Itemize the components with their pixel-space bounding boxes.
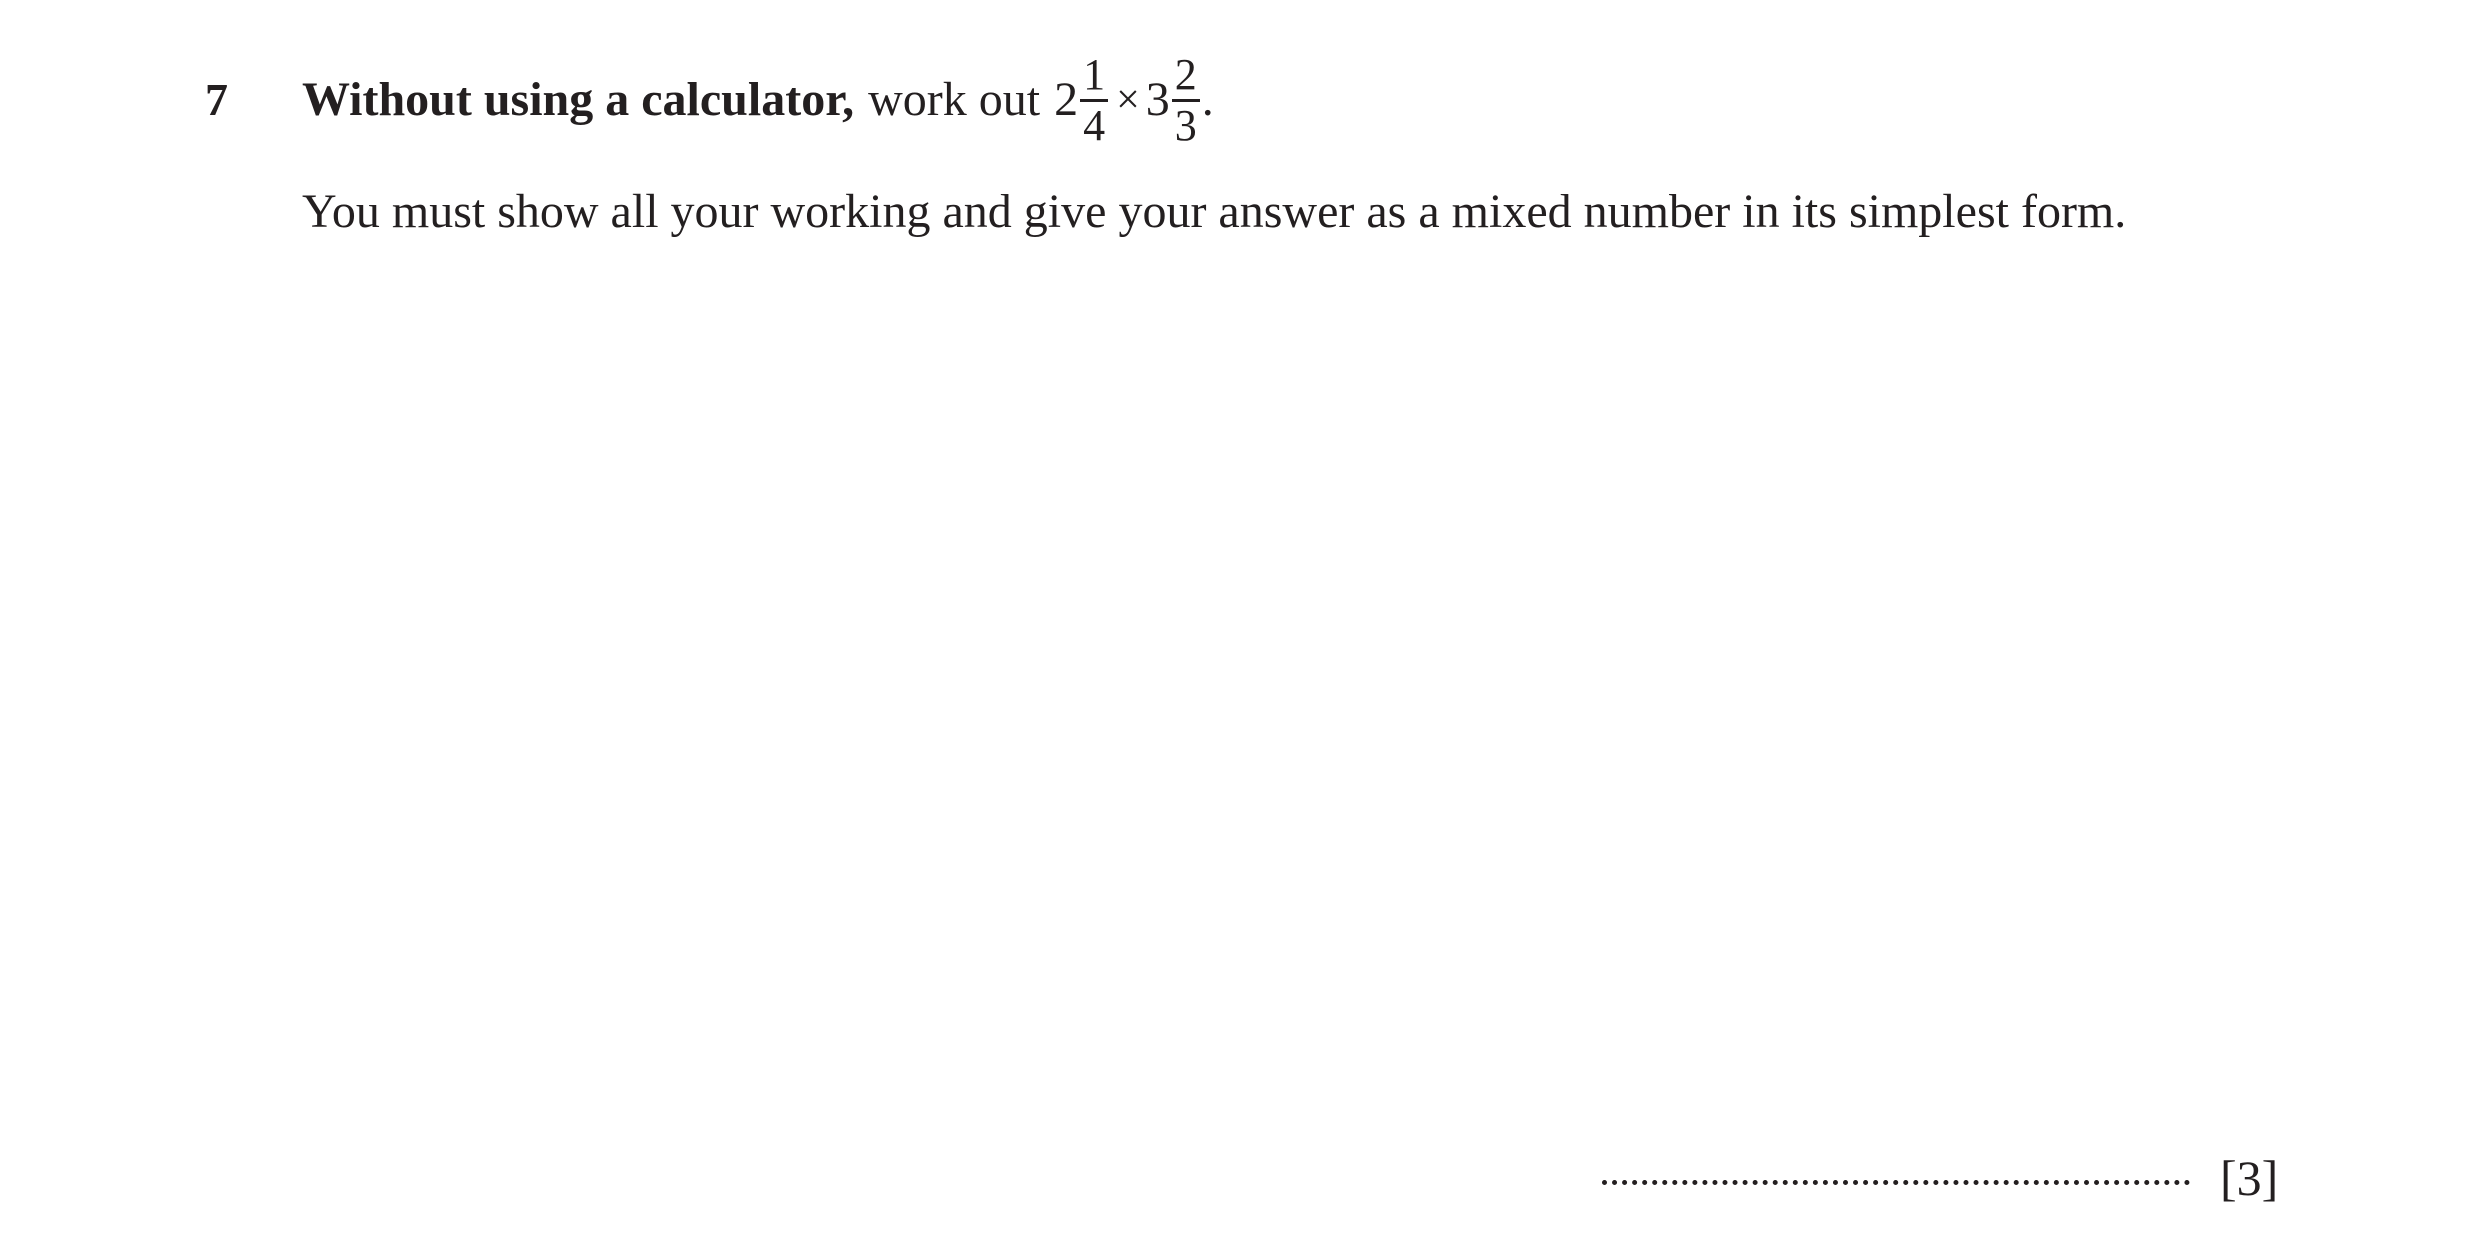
fraction-2-denominator: 3	[1174, 100, 1197, 150]
bold-instruction: Without using a calculator,	[302, 73, 855, 126]
working-instruction: You must show all your working and give your answer as a mixed number in its simplest form.	[302, 185, 2127, 238]
question-number: 7	[205, 74, 228, 125]
fraction-2-numerator: 2	[1172, 53, 1200, 102]
fraction-1-denominator: 4	[1083, 100, 1106, 150]
question-prompt	[302, 49, 1214, 150]
fraction-1-numerator: 1	[1080, 53, 1108, 102]
multiplication-sign: ×	[1116, 77, 1140, 123]
prompt-text: work out	[868, 73, 1041, 126]
fraction-1	[1080, 49, 1108, 150]
answer-line[interactable]	[1602, 1150, 2190, 1185]
marks-label: [3]	[2220, 1150, 2279, 1206]
mixed-number-whole-2: 3	[1145, 73, 1170, 126]
fraction-2	[1172, 49, 1200, 150]
full-stop: .	[1201, 73, 1214, 126]
mixed-number-whole-1: 2	[1054, 73, 1079, 126]
